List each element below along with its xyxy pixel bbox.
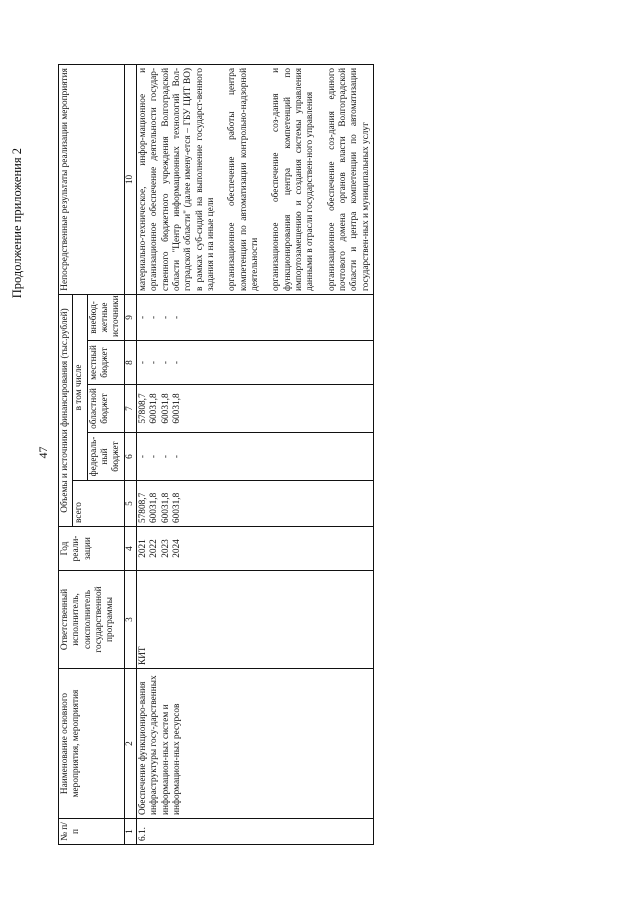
result-item: организационное обеспечение соз-дания единого почтового домена органов власти Волгоградской области и центра компетенции по автоматизации государствен-ных и муниципальных услуг [326,67,371,291]
header-extra-budget: внебюд-жетные источники [87,294,124,340]
header-local: местный бюджет [87,341,124,385]
total-value: 57808,7 [137,492,148,523]
local-value: - [149,360,160,365]
column-number: 6 [124,433,136,481]
year-value: 2021 [137,539,148,558]
header-including: в том числе [73,294,87,480]
local-value: - [137,360,148,365]
regional-value: 60031,8 [160,393,171,424]
federal-value: - [171,454,182,459]
page-number: 47 [36,446,50,459]
row-number: 6.1. [136,819,373,845]
row-total [136,481,373,527]
column-number-row [124,64,136,844]
row-years [136,527,373,571]
header-results: Непосредственные результаты реализации мероприятия [59,64,125,294]
total-value: 60031,8 [171,492,182,523]
federal-value: - [137,454,148,459]
column-number: 2 [124,669,136,819]
column-number: 8 [124,341,136,385]
table-row [136,64,373,844]
column-number: 9 [124,294,136,340]
header-funding: Объемы и источники финансирования (тыс.рублей) [59,294,73,526]
total-value: 60031,8 [149,492,160,523]
regional-value: 60031,8 [171,393,182,424]
header-executor: Ответственный исполнитель, соисполнитель государственной программы [59,571,125,669]
federal-value: - [149,454,160,459]
header-regional: областной бюджет [87,385,124,433]
column-number: 5 [124,481,136,527]
header-federal: федераль-ный бюджет [87,433,124,481]
row-executor: КИТ [136,571,373,669]
appendix-continuation-label: Продолжение приложения 2 [10,148,24,299]
year-value: 2022 [149,539,160,558]
row-activity-name: Обеспечение функциониро-вания инфраструктуры госу-дарственных информацион-ных систем и информацион-ных ресурсов [136,669,373,819]
total-value: 60031,8 [160,492,171,523]
header-number: № п/п [59,819,125,845]
row-federal [136,433,373,481]
column-number: 1 [124,819,136,845]
local-value: - [171,360,182,365]
result-item: материально-техническое, инфор-мационное и организационное обеспечение деятельности государ-ственного бюджетного учреждения Волгоградской области "Центр информационных технологий Вол-гоградской области" (далее имену-ется – ГБУ ЦИТ ВО) в рамках суб-сидий на выполнение государст-венного задания и на иные цели [137,67,216,291]
federal-value: - [160,454,171,459]
result-item: организационное обеспечение соз-дания и функционирования центра компетенций по импортозамещению и создания системы управления данными в отрасли государствен-ного управления [271,67,316,291]
header-activity-name: Наименование основного мероприятия, мероприятия [59,669,125,819]
column-number: 10 [124,64,136,294]
column-number: 4 [124,527,136,571]
year-value: 2023 [160,539,171,558]
row-local [136,341,373,385]
year-value: 2024 [171,539,182,558]
local-value: - [160,360,171,365]
regional-value: 60031,8 [149,393,160,424]
extra-value: - [171,315,182,320]
extra-value: - [137,315,148,320]
extra-value: - [160,315,171,320]
regional-value: 57808,7 [137,393,148,424]
row-extra-budget [136,294,373,340]
extra-value: - [149,315,160,320]
result-item: организационное обеспечение работы центра компетенции по автоматизации контрольно-надзорной деятельности [227,67,260,291]
header-year: Год реали-зации [59,527,125,571]
column-number: 3 [124,571,136,669]
header-total: всего [73,481,124,527]
row-results [136,64,373,294]
row-regional [136,385,373,433]
program-activities-table [58,64,374,845]
column-number: 7 [124,385,136,433]
